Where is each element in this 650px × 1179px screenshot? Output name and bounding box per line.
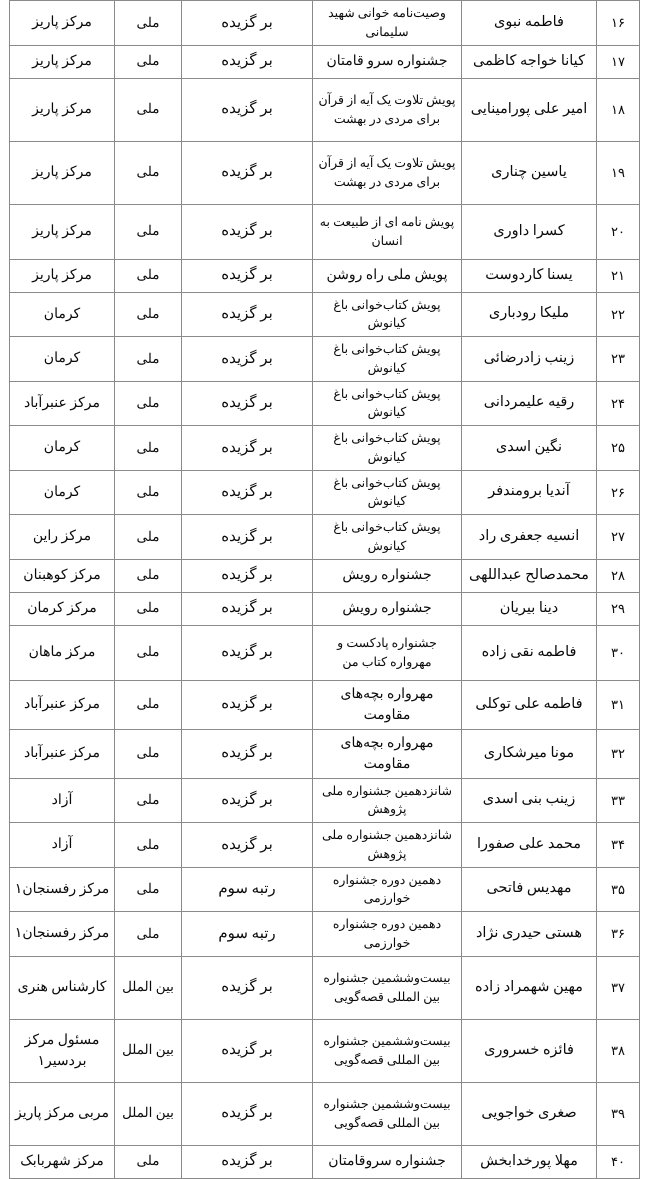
cell-name: یسنا کاردوست — [462, 259, 597, 292]
cell-level: ملی — [115, 426, 182, 471]
cell-rank: بر گزیده — [182, 381, 313, 426]
cell-event: پویش ملی راه روشن — [313, 259, 462, 292]
table-row — [10, 867, 640, 912]
cell-level: ملی — [115, 625, 182, 680]
table-row — [10, 592, 640, 625]
cell-center: مرکز پاریز — [10, 204, 115, 259]
cell-row-number: ۲۹ — [597, 592, 640, 625]
cell-row-number: ۳۵ — [597, 867, 640, 912]
cell-center: کرمان — [10, 337, 115, 382]
cell-row-number: ۲۰ — [597, 204, 640, 259]
cell-event: پویش نامه ای از طبیعت به انسان — [313, 204, 462, 259]
cell-event: شانزدهمین جشنواره ملی پژوهش — [313, 823, 462, 868]
cell-center: مرکز کوهبنان — [10, 559, 115, 592]
cell-name: انسیه جعفری راد — [462, 515, 597, 560]
cell-event: پویش کتاب‌خوانی باغ کیانوش — [313, 381, 462, 426]
cell-rank: بر گزیده — [182, 729, 313, 778]
cell-rank: بر گزیده — [182, 1, 313, 46]
cell-rank: بر گزیده — [182, 292, 313, 337]
awards-table-body — [10, 1, 640, 1179]
cell-center: مرکز عنبرآباد — [10, 729, 115, 778]
cell-row-number: ۲۳ — [597, 337, 640, 382]
table-row — [10, 778, 640, 823]
cell-center: مرکز پاریز — [10, 141, 115, 204]
cell-name: محمد علی صفورا — [462, 823, 597, 868]
cell-center: مربی مرکز پاریز — [10, 1082, 115, 1145]
cell-name: آندیا برومندفر — [462, 470, 597, 515]
cell-center: مرکز راین — [10, 515, 115, 560]
cell-center: مرکز رفسنجان۱ — [10, 912, 115, 957]
cell-level: بین الملل — [115, 1082, 182, 1145]
cell-event: مهرواره بچه‌های مقاومت — [313, 729, 462, 778]
table-row — [10, 45, 640, 78]
cell-rank: بر گزیده — [182, 259, 313, 292]
cell-event: پویش کتاب‌خوانی باغ کیانوش — [313, 515, 462, 560]
cell-event: پویش تلاوت یک آیه از قرآن برای مردی در بهشت — [313, 78, 462, 141]
awards-table — [9, 0, 640, 1179]
cell-level: ملی — [115, 680, 182, 729]
cell-center: کرمان — [10, 292, 115, 337]
cell-name: صغری خواجویی — [462, 1082, 597, 1145]
cell-center: مرکز عنبرآباد — [10, 680, 115, 729]
cell-event: جشنواره رویش — [313, 592, 462, 625]
cell-name: فاطمه نقی زاده — [462, 625, 597, 680]
cell-rank: بر گزیده — [182, 470, 313, 515]
cell-level: ملی — [115, 559, 182, 592]
cell-event: پویش کتاب‌خوانی باغ کیانوش — [313, 426, 462, 471]
cell-level: ملی — [115, 470, 182, 515]
table-row — [10, 259, 640, 292]
table-row — [10, 337, 640, 382]
cell-name: زینب بنی اسدی — [462, 778, 597, 823]
cell-event: جشنواره رویش — [313, 559, 462, 592]
cell-level: ملی — [115, 45, 182, 78]
table-row — [10, 204, 640, 259]
table-row — [10, 912, 640, 957]
cell-center: مرکز پاریز — [10, 1, 115, 46]
cell-level: ملی — [115, 592, 182, 625]
cell-event: جشنواره سرو قامتان — [313, 45, 462, 78]
cell-rank: بر گزیده — [182, 1019, 313, 1082]
cell-level: ملی — [115, 867, 182, 912]
cell-level: ملی — [115, 337, 182, 382]
cell-name: نگین اسدی — [462, 426, 597, 471]
table-row — [10, 823, 640, 868]
cell-row-number: ۲۷ — [597, 515, 640, 560]
cell-center: مرکز ماهان — [10, 625, 115, 680]
cell-level: ملی — [115, 204, 182, 259]
cell-event: وصیت‌نامه خوانی شهید سلیمانی — [313, 1, 462, 46]
cell-event: مهرواره بچه‌های مقاومت — [313, 680, 462, 729]
cell-center: مرکز پاریز — [10, 259, 115, 292]
cell-level: ملی — [115, 292, 182, 337]
cell-row-number: ۱۷ — [597, 45, 640, 78]
table-row — [10, 292, 640, 337]
cell-rank: رتبه سوم — [182, 867, 313, 912]
cell-rank: بر گزیده — [182, 45, 313, 78]
cell-event: دهمین دوره جشنواره خوارزمی — [313, 912, 462, 957]
cell-name: فاطمه علی توکلی — [462, 680, 597, 729]
cell-rank: بر گزیده — [182, 515, 313, 560]
cell-row-number: ۳۸ — [597, 1019, 640, 1082]
cell-center: مرکز پاریز — [10, 78, 115, 141]
cell-event: شانزدهمین جشنواره ملی پژوهش — [313, 778, 462, 823]
cell-rank: بر گزیده — [182, 337, 313, 382]
cell-level: ملی — [115, 823, 182, 868]
cell-level: ملی — [115, 515, 182, 560]
cell-level: ملی — [115, 259, 182, 292]
cell-level: بین الملل — [115, 956, 182, 1019]
cell-name: رقیه علیمردانی — [462, 381, 597, 426]
cell-rank: بر گزیده — [182, 1082, 313, 1145]
cell-level: بین الملل — [115, 1019, 182, 1082]
cell-level: ملی — [115, 778, 182, 823]
cell-event: بیست‌وششمین جشنواره بین المللی قصه‌گویی — [313, 1082, 462, 1145]
table-row — [10, 515, 640, 560]
table-row — [10, 381, 640, 426]
cell-rank: بر گزیده — [182, 823, 313, 868]
cell-row-number: ۳۹ — [597, 1082, 640, 1145]
cell-level: ملی — [115, 78, 182, 141]
cell-row-number: ۲۴ — [597, 381, 640, 426]
cell-event: پویش کتاب‌خوانی باغ کیانوش — [313, 337, 462, 382]
cell-name: یاسین چناری — [462, 141, 597, 204]
table-row — [10, 956, 640, 1019]
cell-level: ملی — [115, 1145, 182, 1178]
cell-name: کیانا خواجه کاظمی — [462, 45, 597, 78]
cell-row-number: ۲۵ — [597, 426, 640, 471]
cell-event: دهمین دوره جشنواره خوارزمی — [313, 867, 462, 912]
cell-center: کرمان — [10, 426, 115, 471]
cell-rank: بر گزیده — [182, 78, 313, 141]
table-row — [10, 1082, 640, 1145]
cell-event: پویش تلاوت یک آیه از قرآن برای مردی در بهشت — [313, 141, 462, 204]
cell-rank: بر گزیده — [182, 592, 313, 625]
cell-name: دینا بیریان — [462, 592, 597, 625]
cell-event: پویش کتاب‌خوانی باغ کیانوش — [313, 470, 462, 515]
cell-name: هستی حیدری نژاد — [462, 912, 597, 957]
cell-center: مسئول مرکز بردسیر۱ — [10, 1019, 115, 1082]
cell-row-number: ۳۰ — [597, 625, 640, 680]
cell-rank: بر گزیده — [182, 680, 313, 729]
cell-event: جشنواره پادکست و مهرواره کتاب من — [313, 625, 462, 680]
cell-level: ملی — [115, 381, 182, 426]
cell-name: فاطمه نبوی — [462, 1, 597, 46]
cell-rank: بر گزیده — [182, 1145, 313, 1178]
cell-rank: بر گزیده — [182, 426, 313, 471]
cell-level: ملی — [115, 1, 182, 46]
cell-level: ملی — [115, 141, 182, 204]
cell-row-number: ۱۸ — [597, 78, 640, 141]
cell-level: ملی — [115, 912, 182, 957]
cell-center: آزاد — [10, 823, 115, 868]
cell-center: مرکز پاریز — [10, 45, 115, 78]
cell-row-number: ۱۶ — [597, 1, 640, 46]
cell-center: مرکز شهربابک — [10, 1145, 115, 1178]
table-row — [10, 1, 640, 46]
cell-event: بیست‌وششمین جشنواره بین المللی قصه‌گویی — [313, 956, 462, 1019]
cell-row-number: ۳۴ — [597, 823, 640, 868]
cell-event: بیست‌وششمین جشنواره بین المللی قصه‌گویی — [313, 1019, 462, 1082]
table-row — [10, 559, 640, 592]
cell-row-number: ۳۲ — [597, 729, 640, 778]
cell-name: کسرا داوری — [462, 204, 597, 259]
cell-rank: بر گزیده — [182, 559, 313, 592]
cell-name: مهدیس فاتحی — [462, 867, 597, 912]
cell-rank: بر گزیده — [182, 141, 313, 204]
cell-center: کارشناس هنری — [10, 956, 115, 1019]
cell-rank: بر گزیده — [182, 778, 313, 823]
cell-name: مهلا پورخدابخش — [462, 1145, 597, 1178]
cell-row-number: ۳۱ — [597, 680, 640, 729]
cell-rank: رتبه سوم — [182, 912, 313, 957]
table-row — [10, 680, 640, 729]
cell-row-number: ۲۸ — [597, 559, 640, 592]
cell-rank: بر گزیده — [182, 956, 313, 1019]
cell-name: مهین شهمراد زاده — [462, 956, 597, 1019]
cell-row-number: ۳۷ — [597, 956, 640, 1019]
cell-row-number: ۲۱ — [597, 259, 640, 292]
table-row — [10, 426, 640, 471]
cell-event: جشنواره سروقامتان — [313, 1145, 462, 1178]
cell-row-number: ۳۶ — [597, 912, 640, 957]
cell-rank: بر گزیده — [182, 625, 313, 680]
table-row — [10, 78, 640, 141]
cell-name: محمدصالح عبداللهی — [462, 559, 597, 592]
cell-level: ملی — [115, 729, 182, 778]
table-row — [10, 625, 640, 680]
cell-center: آزاد — [10, 778, 115, 823]
cell-name: ملیکا رودباری — [462, 292, 597, 337]
cell-row-number: ۲۶ — [597, 470, 640, 515]
cell-name: امیر علی پورامینایی — [462, 78, 597, 141]
table-row — [10, 729, 640, 778]
cell-center: کرمان — [10, 470, 115, 515]
cell-name: زینب زادرضائی — [462, 337, 597, 382]
cell-center: مرکز عنبرآباد — [10, 381, 115, 426]
cell-row-number: ۲۲ — [597, 292, 640, 337]
cell-center: مرکز کرمان — [10, 592, 115, 625]
cell-name: فائزه خسروری — [462, 1019, 597, 1082]
cell-center: مرکز رفسنجان۱ — [10, 867, 115, 912]
cell-row-number: ۳۳ — [597, 778, 640, 823]
table-row — [10, 1145, 640, 1178]
cell-row-number: ۱۹ — [597, 141, 640, 204]
table-row — [10, 470, 640, 515]
cell-row-number: ۴۰ — [597, 1145, 640, 1178]
cell-name: مونا میرشکاری — [462, 729, 597, 778]
table-row — [10, 141, 640, 204]
cell-event: پویش کتاب‌خوانی باغ کیانوش — [313, 292, 462, 337]
cell-rank: بر گزیده — [182, 204, 313, 259]
table-row — [10, 1019, 640, 1082]
